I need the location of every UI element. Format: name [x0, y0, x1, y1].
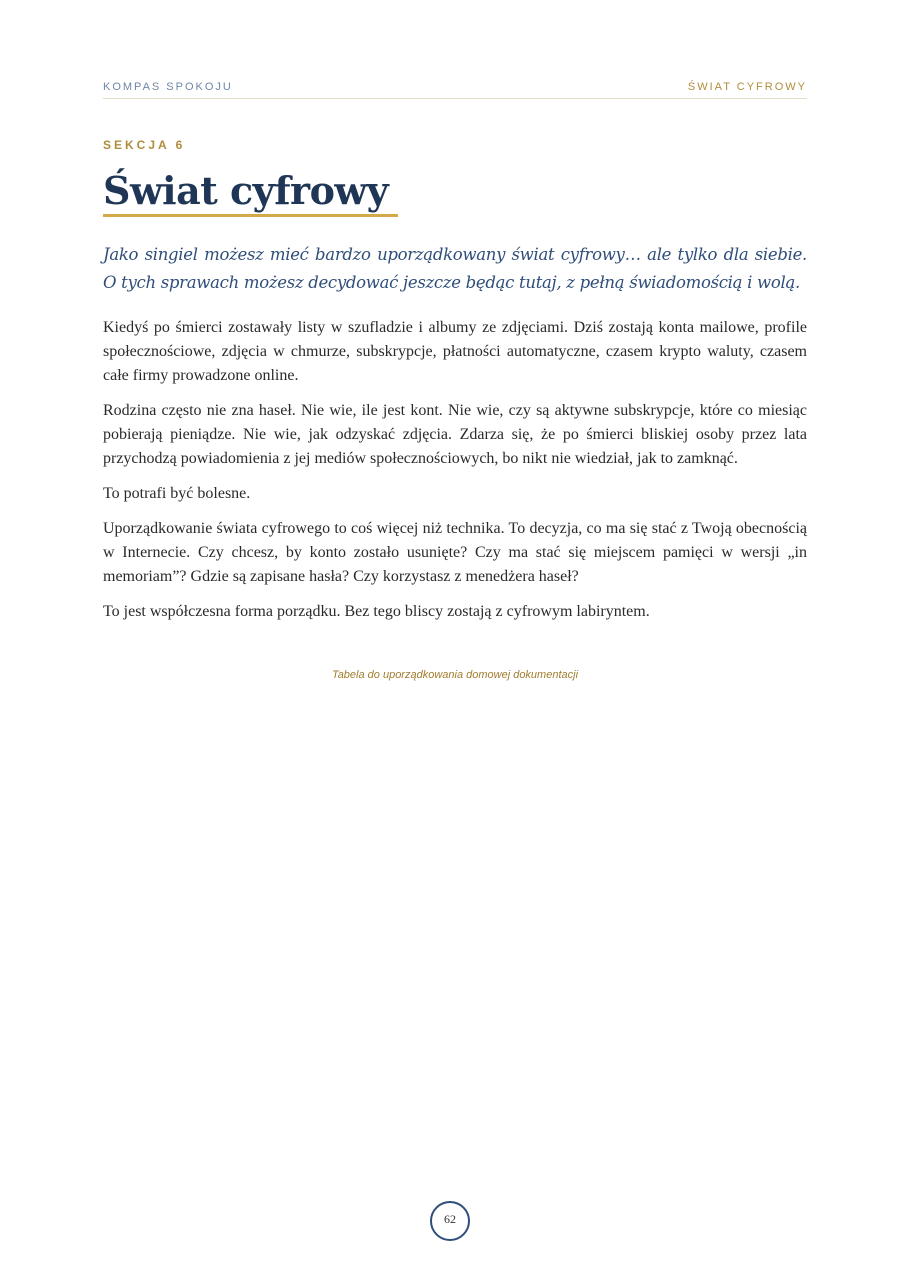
header-book-title: KOMPAS SPOKOJU: [103, 81, 233, 93]
title-underline: [103, 214, 398, 217]
page-title: Świat cyfrowy: [103, 168, 389, 213]
paragraph: To jest współczesna forma porządku. Bez tego bliscy zostają z cyfrowym labiryntem.: [103, 603, 650, 620]
header-chapter-title: ŚWIAT CYFROWY: [687, 81, 807, 93]
paragraph: Uporządkowanie świata cyfrowego to coś więcej niż technika. To decyzja, co ma się stać z Twoją obecnością w Internecie. Czy chcesz, by konto zostało usunięte? Czy ma stać się miejscem pamięci w wersji „in memoriam”? Gdzie są zapisane hasła? Czy korzystasz z menedżera haseł?: [103, 520, 807, 585]
table-caption: Tabela do uporządkowania domowej dokumentacji: [331, 669, 579, 681]
body-text: [103, 316, 807, 635]
paragraph: Rodzina często nie zna haseł. Nie wie, ile jest kont. Nie wie, czy są aktywne subskrypcje, które co miesiąc pobierają pieniądze. Nie wie, jak odzyskać zdjęcia. Zdarza się, że po śmierci bliskiej osoby przez lata przychodzą powiadomienia z jej mediów społecznościowych, bo nikt nie wiedział, jak to zamknąć.: [103, 402, 807, 467]
paragraph: To potrafi być bolesne.: [103, 485, 251, 502]
section-label: SEKCJA 6: [103, 138, 186, 152]
page-number: 62: [444, 1212, 456, 1226]
running-header: [103, 80, 807, 99]
page-number-badge: [430, 1201, 470, 1241]
paragraph: Kiedyś po śmierci zostawały listy w szufladzie i albumy ze zdjęciami. Dziś zostają konta mailowe, profile społecznościowe, zdjęcia w chmurze, subskrypcje, płatności automatyczne, czasem krypto waluty, czasem całe firmy prowadzone online.: [103, 319, 807, 384]
lead-paragraph: Jako singiel możesz mieć bardzo uporządkowany świat cyfrowy… ale tylko dla siebie. O tych sprawach możesz decydować jeszcze będąc tutaj, z pełną świadomością i wolą.: [103, 245, 807, 292]
